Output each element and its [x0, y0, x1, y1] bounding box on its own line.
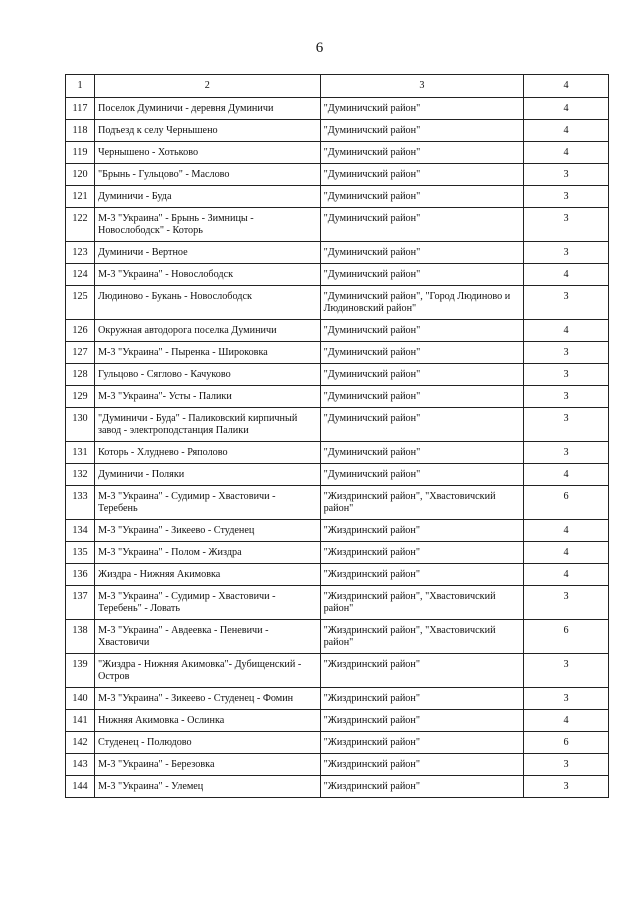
road-name: "Брынь - Гульцово" - Маслово [94, 164, 320, 186]
district-name: "Думиничский район" [320, 342, 524, 364]
district-name: "Думиничский район" [320, 264, 524, 286]
table-row [66, 142, 609, 164]
road-name: Окружная автодорога поселка Думиничи [94, 320, 320, 342]
table-row [66, 408, 609, 442]
row-number: 124 [66, 264, 95, 286]
district-name: "Думиничский район" [320, 442, 524, 464]
road-name: М-3 "Украина" - Судимир - Хвастовичи - Теребень [94, 486, 320, 520]
table-row [66, 564, 609, 586]
row-number: 128 [66, 364, 95, 386]
district-name: "Думиничский район" [320, 120, 524, 142]
table-row [66, 320, 609, 342]
road-name: М-3 "Украина" - Брынь - Зимницы - Новослободск" - Которь [94, 208, 320, 242]
road-name: М-3 "Украина" - Полом - Жиздра [94, 542, 320, 564]
district-name: "Думиничский район" [320, 208, 524, 242]
road-name: Людиново - Букань - Новослободск [94, 286, 320, 320]
district-name: "Жиздринский район" [320, 710, 524, 732]
road-category: 4 [524, 520, 609, 542]
row-number: 135 [66, 542, 95, 564]
table-row [66, 286, 609, 320]
header-col-1: 1 [66, 75, 95, 98]
table-row [66, 386, 609, 408]
district-name: "Жиздринский район" [320, 564, 524, 586]
table-row [66, 186, 609, 208]
table-row [66, 688, 609, 710]
road-category: 3 [524, 654, 609, 688]
road-name: М-3 "Украина" - Улемец [94, 776, 320, 798]
row-number: 137 [66, 586, 95, 620]
road-name: Студенец - Полюдово [94, 732, 320, 754]
table-row [66, 710, 609, 732]
road-name: М-3 "Украина" - Судимир - Хвастовичи - Теребень" - Ловать [94, 586, 320, 620]
road-category: 6 [524, 486, 609, 520]
road-name: Подъезд к селу Чернышено [94, 120, 320, 142]
road-category: 3 [524, 342, 609, 364]
district-name: "Жиздринский район", "Хвастовичский район" [320, 586, 524, 620]
road-name: Поселок Думиничи - деревня Думиничи [94, 98, 320, 120]
district-name: "Думиничский район" [320, 142, 524, 164]
road-category: 3 [524, 208, 609, 242]
road-category: 4 [524, 120, 609, 142]
road-category: 4 [524, 98, 609, 120]
district-name: "Жиздринский район" [320, 776, 524, 798]
table-header-row [66, 75, 609, 98]
district-name: "Думиничский район" [320, 164, 524, 186]
table-row [66, 442, 609, 464]
district-name: "Думиничский район" [320, 408, 524, 442]
road-name: Которь - Хлуднево - Ряполово [94, 442, 320, 464]
road-name: Думиничи - Поляки [94, 464, 320, 486]
road-name: М-3 "Украина" - Новослободск [94, 264, 320, 286]
row-number: 127 [66, 342, 95, 364]
row-number: 126 [66, 320, 95, 342]
row-number: 117 [66, 98, 95, 120]
row-number: 143 [66, 754, 95, 776]
header-col-2: 2 [94, 75, 320, 98]
road-name: "Думиничи - Буда" - Паликовский кирпичный завод - электроподстанция Палики [94, 408, 320, 442]
district-name: "Думиничский район" [320, 320, 524, 342]
road-category: 3 [524, 364, 609, 386]
table-row [66, 164, 609, 186]
row-number: 131 [66, 442, 95, 464]
table-row [66, 586, 609, 620]
district-name: "Жиздринский район" [320, 542, 524, 564]
road-category: 3 [524, 242, 609, 264]
district-name: "Жиздринский район" [320, 754, 524, 776]
district-name: "Жиздринский район", "Хвастовичский район" [320, 620, 524, 654]
road-category: 3 [524, 586, 609, 620]
table-row [66, 754, 609, 776]
district-name: "Жиздринский район" [320, 732, 524, 754]
header-col-3: 3 [320, 75, 524, 98]
road-name: Нижняя Акимовка - Ослинка [94, 710, 320, 732]
district-name: "Жиздринский район" [320, 520, 524, 542]
road-name: М-3 "Украина" - Авдеевка - Пеневичи - Хвастовичи [94, 620, 320, 654]
district-name: "Думиничский район" [320, 364, 524, 386]
road-category: 4 [524, 142, 609, 164]
road-name: Гульцово - Сяглово - Качуково [94, 364, 320, 386]
road-name: Думиничи - Буда [94, 186, 320, 208]
table-row [66, 98, 609, 120]
row-number: 132 [66, 464, 95, 486]
district-name: "Жиздринский район" [320, 688, 524, 710]
roads-table [65, 74, 609, 798]
row-number: 119 [66, 142, 95, 164]
district-name: "Жиздринский район" [320, 654, 524, 688]
road-category: 4 [524, 564, 609, 586]
row-number: 139 [66, 654, 95, 688]
road-name: Чернышено - Хотьково [94, 142, 320, 164]
table-row [66, 654, 609, 688]
district-name: "Думиничский район" [320, 186, 524, 208]
row-number: 138 [66, 620, 95, 654]
road-category: 3 [524, 386, 609, 408]
table-row [66, 264, 609, 286]
header-col-4: 4 [524, 75, 609, 98]
road-category: 4 [524, 710, 609, 732]
district-name: "Думиничский район" [320, 386, 524, 408]
road-name: М-3 "Украина" - Зикеево - Студенец [94, 520, 320, 542]
table-row [66, 342, 609, 364]
page-number: 6 [315, 40, 324, 56]
road-category: 3 [524, 754, 609, 776]
table-row [66, 520, 609, 542]
table-row [66, 486, 609, 520]
table-row [66, 208, 609, 242]
road-category: 3 [524, 164, 609, 186]
road-name: М-3 "Украина"- Усты - Палики [94, 386, 320, 408]
row-number: 122 [66, 208, 95, 242]
district-name: "Думиничский район" [320, 242, 524, 264]
road-category: 4 [524, 542, 609, 564]
table-row [66, 120, 609, 142]
road-category: 3 [524, 286, 609, 320]
road-name: М-3 "Украина" - Зикеево - Студенец - Фомин [94, 688, 320, 710]
row-number: 129 [66, 386, 95, 408]
road-name: М-3 "Украина" - Березовка [94, 754, 320, 776]
road-category: 4 [524, 320, 609, 342]
table-row [66, 542, 609, 564]
row-number: 141 [66, 710, 95, 732]
road-name: Жиздра - Нижняя Акимовка [94, 564, 320, 586]
row-number: 134 [66, 520, 95, 542]
row-number: 136 [66, 564, 95, 586]
row-number: 121 [66, 186, 95, 208]
row-number: 133 [66, 486, 95, 520]
table-row [66, 464, 609, 486]
table-row [66, 732, 609, 754]
row-number: 142 [66, 732, 95, 754]
road-category: 4 [524, 464, 609, 486]
road-category: 3 [524, 776, 609, 798]
row-number: 130 [66, 408, 95, 442]
road-category: 6 [524, 732, 609, 754]
road-category: 6 [524, 620, 609, 654]
table-row [66, 364, 609, 386]
row-number: 123 [66, 242, 95, 264]
road-name: "Жиздра - Нижняя Акимовка"- Дубищенский - Остров [94, 654, 320, 688]
district-name: "Жиздринский район", "Хвастовичский район" [320, 486, 524, 520]
road-category: 3 [524, 408, 609, 442]
row-number: 144 [66, 776, 95, 798]
road-category: 3 [524, 688, 609, 710]
district-name: "Думиничский район" [320, 98, 524, 120]
table-row [66, 242, 609, 264]
row-number: 125 [66, 286, 95, 320]
row-number: 118 [66, 120, 95, 142]
road-category: 3 [524, 442, 609, 464]
road-name: М-3 "Украина" - Пыренка - Широковка [94, 342, 320, 364]
row-number: 120 [66, 164, 95, 186]
district-name: "Думиничский район", "Город Людиново и Людиновский район" [320, 286, 524, 320]
road-category: 3 [524, 186, 609, 208]
district-name: "Думиничский район" [320, 464, 524, 486]
table-row [66, 620, 609, 654]
row-number: 140 [66, 688, 95, 710]
road-name: Думиничи - Вертное [94, 242, 320, 264]
road-category: 4 [524, 264, 609, 286]
table-row [66, 776, 609, 798]
